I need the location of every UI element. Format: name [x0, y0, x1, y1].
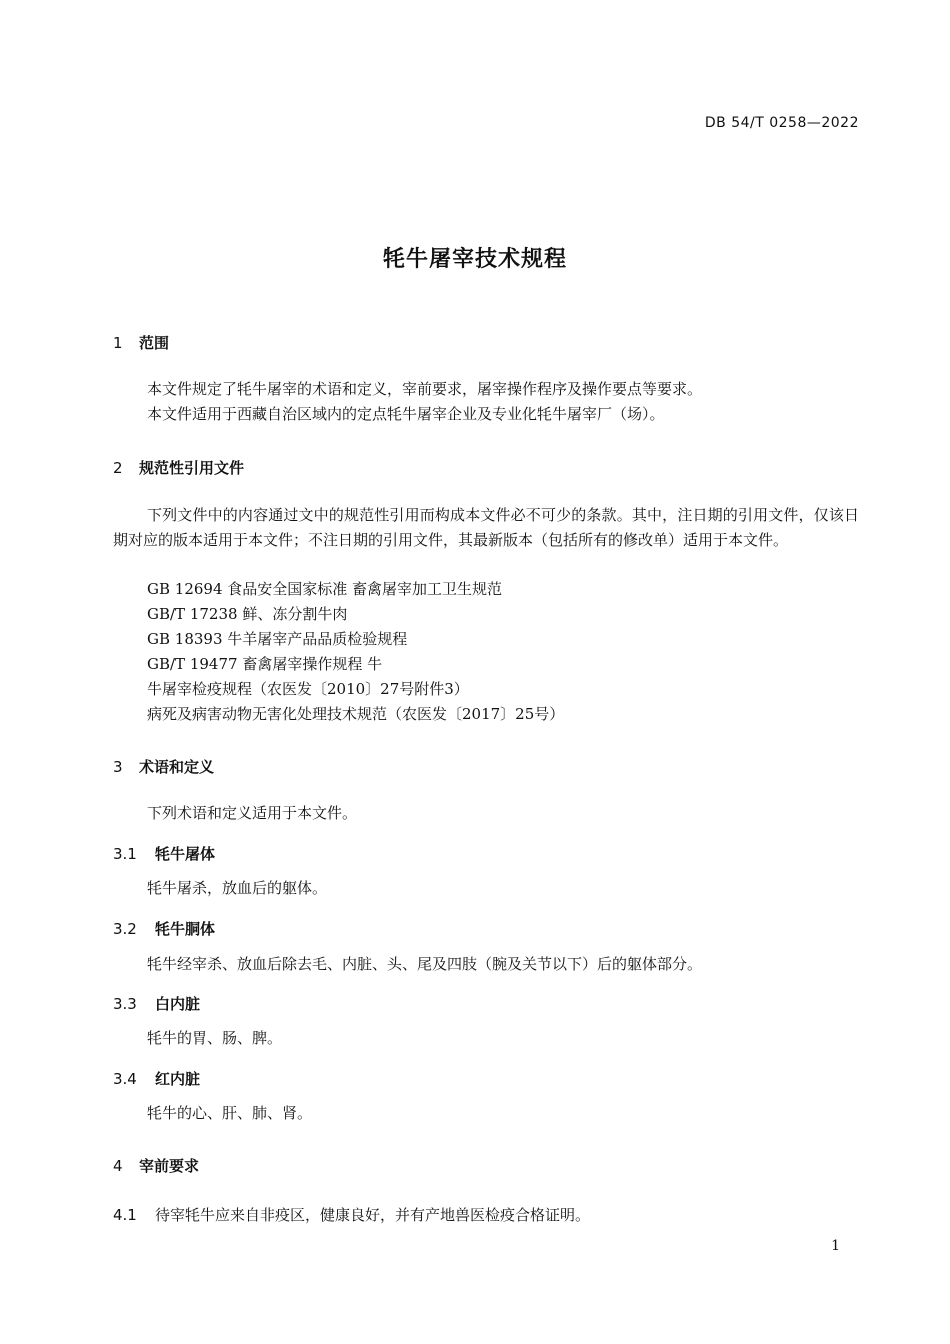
page-title: 牦牛屠宰技术规程 — [382, 247, 567, 272]
terms-intro: 下列术语和定义适用于本文件。 — [147, 804, 358, 822]
term-3-3-heading — [113, 993, 200, 1014]
section-number: 1 — [113, 334, 123, 352]
term-3-4-heading — [113, 1068, 200, 1089]
term-title: 牦牛屠体 — [155, 845, 216, 863]
clause-number: 4.1 — [113, 1206, 137, 1224]
term-number: 3.4 — [113, 1070, 137, 1088]
reference-item: GB 12694 食品安全国家标准 畜禽屠宰加工卫生规范 — [147, 580, 503, 598]
reference-item: GB/T 17238 鲜、冻分割牛肉 — [147, 605, 348, 623]
term-definition: 牦牛的心、肝、肺、肾。 — [147, 1104, 313, 1122]
scope-paragraph-2: 本文件适用于西藏自治区域内的定点牦牛屠宰企业及专业化牦牛屠宰厂（场）。 — [147, 405, 665, 423]
document-code: DB 54/T 0258—2022 — [704, 115, 859, 131]
section-number: 4 — [113, 1157, 123, 1175]
term-number: 3.3 — [113, 995, 137, 1013]
term-number: 3.2 — [113, 920, 137, 938]
section-4-heading — [113, 1155, 199, 1176]
section-2-heading — [113, 457, 244, 478]
section-title: 范围 — [139, 334, 170, 352]
clause-4-1 — [113, 1204, 590, 1225]
term-definition: 牦牛的胃、肠、脾。 — [147, 1029, 283, 1047]
reference-item: GB 18393 牛羊屠宰产品品质检验规程 — [147, 630, 408, 648]
term-definition: 牦牛屠杀，放血后的躯体。 — [147, 879, 328, 897]
term-definition: 牦牛经宰杀、放血后除去毛、内脏、头、尾及四肢（腕及关节以下）后的躯体部分。 — [147, 955, 703, 973]
section-3-heading — [113, 756, 214, 777]
section-number: 2 — [113, 459, 123, 477]
reference-item: 病死及病害动物无害化处理技术规范（农医发〔2017〕25号） — [147, 705, 565, 723]
reference-item: GB/T 19477 畜禽屠宰操作规程 牛 — [147, 655, 383, 673]
scope-paragraph-1: 本文件规定了牦牛屠宰的术语和定义，宰前要求，屠宰操作程序及操作要点等要求。 — [147, 380, 703, 398]
term-number: 3.1 — [113, 845, 137, 863]
section-title: 规范性引用文件 — [139, 459, 245, 477]
term-title: 红内脏 — [155, 1070, 201, 1088]
term-3-1-heading — [113, 843, 215, 864]
normative-references-intro: 下列文件中的内容通过文中的规范性引用而构成本文件必不可少的条款。其中，注日期的引用文件，仅该日期对应的版本适用于本文件；不注日期的引用文件，其最新版本（包括所有的修改单）适用于本文件。 — [113, 506, 859, 549]
term-3-2-heading — [113, 918, 215, 939]
section-number: 3 — [113, 758, 123, 776]
reference-item: 牛屠宰检疫规程（农医发〔2010〕27号附件3） — [147, 680, 469, 698]
term-title: 牦牛胴体 — [155, 920, 216, 938]
clause-text: 待宰牦牛应来自非疫区，健康良好，并有产地兽医检疫合格证明。 — [155, 1206, 591, 1224]
section-title: 宰前要求 — [139, 1157, 200, 1175]
page-number: 1 — [831, 1238, 840, 1254]
section-title: 术语和定义 — [139, 758, 215, 776]
term-title: 白内脏 — [155, 995, 201, 1013]
section-1-heading — [113, 332, 169, 353]
